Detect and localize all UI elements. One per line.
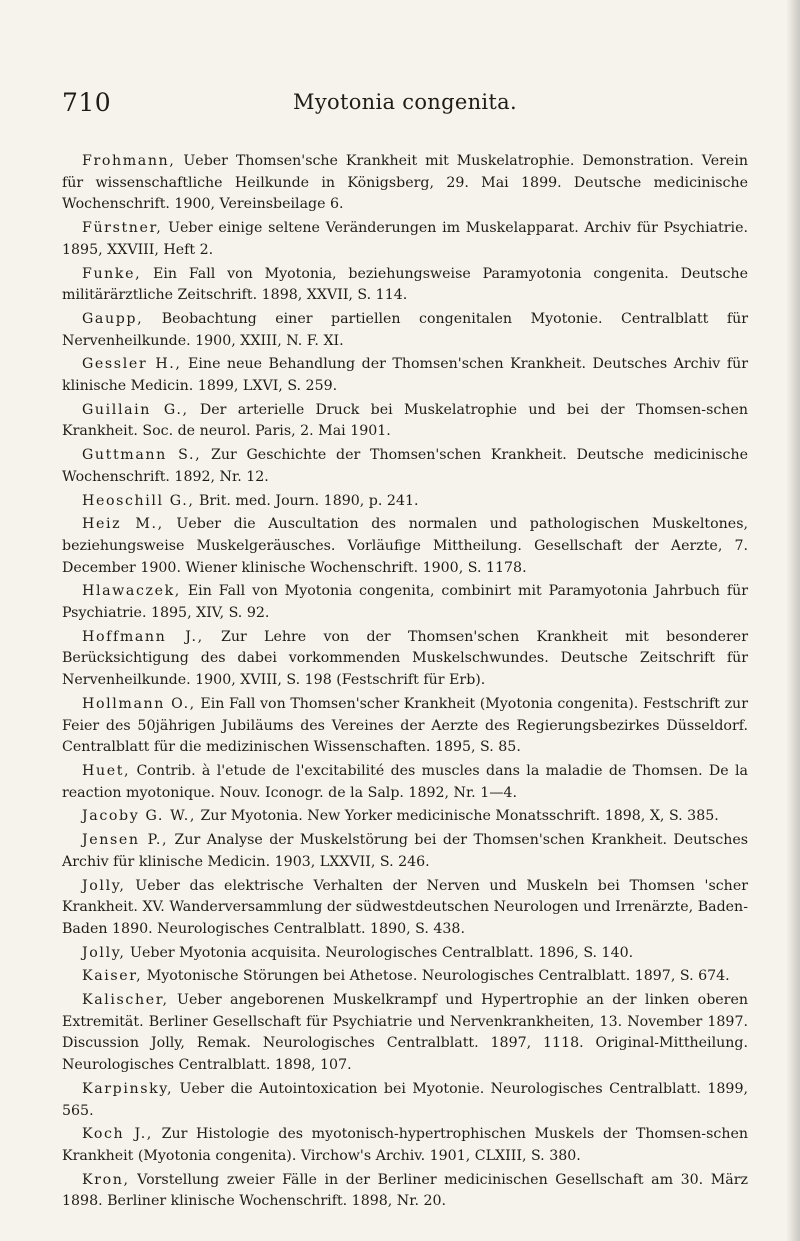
entry-text: Ein Fall von Thomsen'scher Krankheit (Myotonia congenita). Festschrift zur Feier des 50jährigen Jubiläums des Vereines der Aerzte des Regierungsbezirkes Düsseldorf. Centralblatt für die medizinischen Wissenschaften. 1895, S. 85.	[62, 695, 748, 756]
bibliography-entry	[62, 761, 748, 804]
bibliography-entry	[62, 491, 748, 513]
entry-author: Hoffmann J.,	[82, 628, 204, 645]
entry-author: Funke,	[82, 265, 142, 282]
bibliography-entry	[62, 943, 748, 965]
entry-text: Contrib. à l'etude de l'excitabilité des muscles dans la maladie de Thomsen. De la reaction myotonique. Nouv. Iconogr. de la Salp. 1892, Nr. 1—4.	[62, 762, 748, 801]
entry-text: Eine neue Behandlung der Thomsen'schen Krankheit. Deutsches Archiv für klinische Medicin. 1899, LXVI, S. 259.	[62, 356, 748, 395]
entry-text: Der arterielle Druck bei Muskelatrophie und bei der Thomsen-schen Krankheit. Soc. de neurol. Paris, 2. Mai 1901.	[62, 401, 748, 440]
entry-text: Ein Fall von Myotonia, beziehungsweise Paramyotonia congenita. Deutsche militärärztliche Zeitschrift. 1898, XXVII, S. 114.	[62, 265, 748, 304]
entry-text: Beobachtung einer partiellen congenitalen Myotonie. Centralblatt für Nervenheilkunde. 1900, XXIII, N. F. XI.	[62, 310, 748, 349]
bibliography-list	[62, 151, 748, 1215]
bibliography-entry	[62, 264, 748, 307]
bibliography-entry	[62, 445, 748, 488]
entry-author: Kalischer,	[82, 992, 169, 1009]
bibliography-entry	[62, 151, 748, 216]
entry-text: Myotonische Störungen bei Athetose. Neurologisches Centralblatt. 1897, S. 674.	[142, 968, 730, 985]
bibliography-entry	[62, 876, 748, 941]
entry-text: Zur Geschichte der Thomsen'schen Krankheit. Deutsche medicinische Wochenschrift. 1892, Nr. 12.	[62, 447, 748, 485]
entry-text: Ueber die Auscultation des normalen und pathologischen Muskeltones, beziehungsweise Muskelgeräusches. Vorläufige Mittheilung. Gesellschaft der Aerzte, 7. December 1900. Wiener klinische Wochenschrift. 1900, S. 1178.	[62, 516, 748, 576]
bibliography-entry	[62, 1170, 748, 1213]
entry-text: Zur Myotonia. New Yorker medicinische Monatsschrift. 1898, X, S. 385.	[196, 808, 719, 825]
bibliography-entry	[62, 581, 748, 624]
entry-author: Kaiser,	[82, 968, 143, 985]
page-header	[62, 88, 748, 122]
bibliography-entry	[62, 218, 748, 261]
bibliography-entry	[62, 354, 748, 397]
entry-author: Heoschill G.,	[82, 492, 195, 509]
bibliography-entry	[62, 694, 748, 759]
entry-text: Ueber Myotonia acquisita. Neurologisches Centralblatt. 1896, S. 140.	[125, 944, 634, 961]
bibliography-entry	[62, 990, 748, 1077]
bibliography-entry	[62, 830, 748, 873]
entry-author: Karpinsky,	[82, 1080, 174, 1097]
bibliography-entry	[62, 806, 748, 828]
entry-author: Guttmann S.,	[82, 447, 202, 464]
entry-author: Jensen P.,	[82, 832, 169, 849]
entry-author: Guillain G.,	[82, 401, 189, 418]
page-number: 710	[62, 88, 112, 117]
entry-text: Zur Histologie des myotonisch-hypertrophischen Muskels der Thomsen-schen Krankheit (Myotonia congenita). Virchow's Archiv. 1901, CLXIII, S. 380.	[62, 1126, 748, 1164]
entry-author: Kron,	[82, 1171, 130, 1188]
bibliography-entry	[62, 966, 748, 988]
entry-author: Gessler H.,	[82, 356, 182, 373]
entry-author: Fürstner,	[82, 220, 163, 237]
entry-text: Ueber Thomsen'sche Krankheit mit Muskelatrophie. Demonstration. Verein für wissenschaftliche Heilkunde in Königsberg, 29. Mai 1899. Deutsche medicinische Wochenschrift. 1900, Vereinsbeilage 6.	[62, 153, 748, 213]
page-edge-shadow	[786, 0, 800, 1241]
entry-text: Zur Analyse der Muskelstörung bei der Thomsen'schen Krankheit. Deutsches Archiv für klinische Medicin. 1903, LXXVII, S. 246.	[62, 832, 749, 870]
bibliography-entry	[62, 514, 748, 579]
entry-author: Hollmann O.,	[82, 695, 196, 712]
entry-text: Ueber die Autointoxication bei Myotonie. Neurologisches Centralblatt. 1899, 565.	[62, 1080, 748, 1119]
entry-author: Jolly,	[82, 877, 126, 894]
entry-author: Hlawaczek,	[82, 583, 181, 600]
bibliography-entry	[62, 400, 748, 443]
entry-text: Ein Fall von Myotonia congenita, combinirt mit Paramyotonia Jahrbuch für Psychiatrie. 1895, XIV, S. 92.	[62, 583, 748, 622]
entry-text: Ueber einige seltene Veränderungen im Muskelapparat. Archiv für Psychiatrie. 1895, XXVIII, Heft 2.	[62, 220, 748, 258]
bibliography-entry	[62, 309, 748, 352]
entry-text: Zur Lehre von der Thomsen'schen Krankheit mit besonderer Berücksichtigung des dabei vorkommenden Muskelschwundes. Deutsche Zeitschrift für Nervenheilkunde. 1900, XVIII, S. 198 (Festschrift für Erb).	[62, 628, 748, 689]
entry-text: Ueber das elektrische Verhalten der Nerven und Muskeln bei Thomsen 'scher Krankheit. XV. Wanderversammlung der südwestdeutschen Neurologen und Irrenärzte, Baden-Baden 1890. Neurologisches Centralblatt. 1890, S. 438.	[62, 877, 748, 937]
bibliography-entry	[62, 1124, 748, 1167]
running-title: Myotonia congenita.	[293, 90, 517, 114]
entry-author: Frohmann,	[82, 153, 176, 169]
entry-text: Ueber angeborenen Muskelkrampf und Hypertrophie an der linken oberen Extremität. Berliner Gesellschaft für Psychiatrie und Nervenkrankheiten, 13. November 1897. Discussion Jolly, Remak. Neurologisches Centralblatt. 1897, 1118. Original-Mittheilung. Neurologisches Centralblatt. 1898, 107.	[62, 992, 748, 1074]
bibliography-entry	[62, 627, 748, 692]
entry-author: Jacoby G. W.,	[82, 808, 197, 825]
entry-text: Vorstellung zweier Fälle in der Berliner medicinischen Gesellschaft am 30. März 1898. Berliner klinische Wochenschrift. 1898, Nr. 20.	[62, 1171, 748, 1210]
entry-author: Heiz M.,	[82, 516, 164, 533]
entry-author: Jolly,	[82, 944, 126, 961]
entry-author: Huet,	[82, 762, 131, 779]
bibliography-entry	[62, 1079, 748, 1122]
entry-text: Brit. med. Journ. 1890, p. 241.	[194, 492, 419, 509]
entry-author: Gaupp,	[82, 310, 144, 327]
entry-author: Koch J.,	[82, 1126, 153, 1143]
